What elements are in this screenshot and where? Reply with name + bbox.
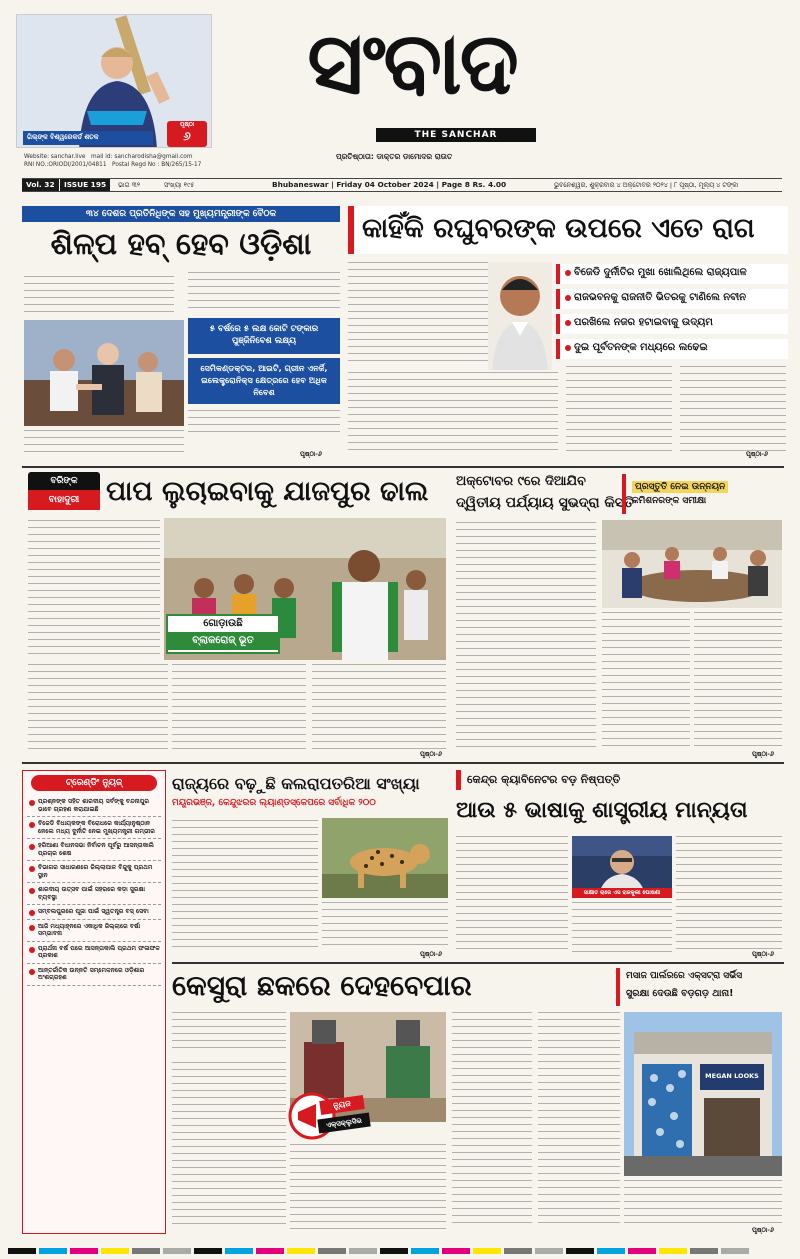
- odia-vol: ଭାଗ ୩୨: [118, 181, 141, 189]
- trending-item[interactable]: ପ୍ରାର୍ଥନା ବର୍ଷ ପରେ ଆସନ୍ତାକାଲି ପ୍ରଥମ ଫଳାଫଳ ପ୍ରକାଶ: [27, 942, 161, 964]
- story6-body-col3: [676, 836, 782, 956]
- story3-body-col1: [28, 520, 160, 660]
- story1-body-top: [24, 276, 174, 318]
- story7-body-col1b: [172, 1062, 286, 1234]
- story7-body-col3: [452, 1012, 532, 1234]
- trending-title[interactable]: ଟ୍ରେଣ୍ଡିଂ ନ୍ୟୁଜ୍: [31, 775, 157, 791]
- story7-headline[interactable]: କେସୁରା ଛକରେ ଦେହବେପାର: [172, 969, 472, 1002]
- trending-item[interactable]: ଆଜି ମଧ୍ୟାହ୍ନରେ ଏକାଧିକ ଜିଲ୍ଲାରେ ବର୍ଷା ସମ୍ଭାବନା: [27, 920, 161, 942]
- trending-panel: [22, 770, 166, 1234]
- story3-body-bottom-2: [172, 664, 306, 756]
- story1-cont[interactable]: ପୃଷ୍ଠା-୬: [300, 450, 322, 458]
- exclusive-badge-1: ନ୍ୟୁଜ: [319, 1095, 365, 1115]
- story2-body-col3: [566, 366, 672, 458]
- trending-list: [23, 795, 165, 986]
- story4-body-col3: [694, 612, 782, 756]
- raghubar-portrait: [488, 262, 552, 370]
- story3-headline[interactable]: ପାପ ଲୁଚାଇବାକୁ ଯାଜପୁର ଢାଲ: [106, 476, 429, 507]
- exclusive-badge-2: ଏକ୍ସକ୍ଲୁସିଭ: [317, 1112, 370, 1133]
- story7-body-col2: [290, 1144, 446, 1234]
- section-divider-2: [22, 762, 784, 764]
- story3-body-bottom-1: [28, 664, 168, 756]
- section-divider-1: [22, 466, 784, 468]
- trending-item[interactable]: ଶାରଦୀୟ ଉତ୍ସବ ପାଇଁ ସହରରେ କଡ଼ା ସୁରକ୍ଷା ବ୍ୟବସ୍ଥା: [27, 883, 161, 905]
- story4-headline[interactable]: [456, 472, 634, 516]
- story4-side-1: ପ୍ରସ୍ତୁତି ନେଇ ଉନ୍ନୟନ: [632, 481, 728, 493]
- parlour-building-photo: [624, 1012, 782, 1176]
- website-text: Website: sanchar.live: [24, 154, 86, 160]
- story3-photo-caption-2: ବ୍ଲାକରୋଜ୍ ଭୂତ: [168, 632, 278, 650]
- story7-side: [616, 968, 784, 1006]
- email-text: mail id: sancharodisha@gmail.com: [91, 154, 193, 160]
- story5-subhead: ମୟୂରଭଞ୍ଜ, କେନ୍ଦୁଝରର ଲ୍ୟାଣ୍ଡସ୍କେପରେ ସର୍ବାଧିକ ୨୦୦: [172, 798, 376, 808]
- teaser-caption: ଗିଲ୍ଙ୍କ ବିଶ୍ୱରେକର୍ଡ ଶତକ: [23, 131, 153, 145]
- story4-side: [622, 474, 780, 514]
- logo-subtitle: THE SANCHAR: [376, 128, 536, 142]
- section-divider-3: [172, 962, 784, 964]
- story1-body-bottom: [24, 430, 184, 458]
- story1-body-left: [188, 272, 340, 316]
- story3-photo-caption-1: ଗୋଡ଼ାଉଛି: [203, 618, 243, 629]
- story4-meeting-photo: [602, 520, 782, 608]
- story4-side-2: କମିଶନରଙ୍କ ସମୀକ୍ଷା: [632, 496, 707, 506]
- story1-box2: ସେମିକଣ୍ଡକ୍ଟର, ଆଇଟି, ଗ୍ରୀନ ଏନର୍ଜି, ଇଲେକ୍ଟ୍ରୋନିକ୍ସ କ୍ଷେତ୍ରରେ ହେବ ଅଧିକ ନିବେଶ: [188, 358, 340, 404]
- story5-body-col1: [172, 820, 318, 954]
- story7-body-col4: [538, 1012, 620, 1234]
- color-registration-strip: [8, 1242, 792, 1254]
- odia-issue: ସଂଖ୍ୟା ୧୯୫: [164, 181, 195, 189]
- teaser-page-number: ୬: [183, 129, 191, 143]
- postal-text: Postal Regd No : BN/265/15-17: [112, 162, 202, 168]
- teaser-page-badge[interactable]: [167, 121, 207, 147]
- trending-item[interactable]: ଆନ୍ତର୍ଜାତିକ ଉନ୍ନତି ସମ୍ମେଳନରେ ଓଡ଼ିଶାର ଅଂଶଗ୍ରହଣ: [27, 964, 161, 986]
- teaser-box[interactable]: [16, 14, 212, 148]
- story7-side-1: ମସାଜ ପାର୍ଲରରେ ଏକ୍ସଟ୍ରା ସର୍ଭିସ: [626, 971, 743, 981]
- masthead-logo[interactable]: [262, 8, 562, 128]
- dateline-odia-right: ଭୁବନେଶ୍ୱର, ଶୁକ୍ରବାର ୪ ଅକ୍ଟୋବର ୨୦୨୪ | ୮ ପୃଷ୍ଠା, ମୂଲ୍ୟ ୪ ଟଙ୍କା: [554, 181, 739, 189]
- rni-text: RNI NO.:ORIODI/2001/04811: [24, 162, 107, 168]
- story4-body-col2: [602, 612, 690, 756]
- story2-headline: କାହିଁକି ରଘୁବରଙ୍କ ଉପରେ ଏତେ ରାଗ: [362, 213, 755, 244]
- dateline-bar: [22, 178, 782, 192]
- issue-box: ISSUE 195: [60, 179, 110, 191]
- story3-tag-top: ବରିଙ୍କ: [28, 472, 100, 490]
- story5-headline[interactable]: ରାଜ୍ୟରେ ବଢ଼ୁଛି କଲରାପତରିଆ ସଂଖ୍ୟା: [172, 774, 420, 793]
- trending-item[interactable]: ସମ୍ବଲପୁରରେ ପୂଜା ପାଇଁ ସ୍ୱତନ୍ତ୍ର ବସ୍ ସେବା: [27, 905, 161, 920]
- story6-body-col2: [572, 902, 672, 956]
- story6-body-col1: [456, 836, 568, 956]
- story3-photo: [164, 518, 446, 660]
- story1-kicker[interactable]: ୩୪ ଦେଶର ପ୍ରତିନିଧିଙ୍କ ସହ ମୁଖ୍ୟମନ୍ତ୍ରୀଙ୍କ ବୈଠକ: [22, 206, 340, 222]
- story6-kicker: କେନ୍ଦ୍ର କ୍ୟାବିନେଟର ବଡ଼ ନିଷ୍ପତ୍ତି: [456, 770, 784, 790]
- story1-headline[interactable]: ଶିଳ୍ପ ହବ୍ ହେବ ଓଡ଼ିଶା: [50, 227, 312, 262]
- story3-tag: [28, 472, 100, 512]
- story1-box1: ୫ ବର୍ଷରେ ୫ ଲକ୍ଷ କୋଟି ଟଙ୍କାର ପୁଞ୍ଜିନିବେଶ ଲକ୍ଷ୍ୟ: [188, 318, 340, 354]
- story4-headline-2: ଦ୍ୱିତୀୟ ପର୍ଯ୍ୟାୟ ସୁଭଦ୍ରା କିସ୍ତି: [456, 495, 634, 511]
- story5-cont[interactable]: ପୃଷ୍ଠା-୬: [420, 950, 442, 958]
- story3-cont[interactable]: ପୃଷ୍ଠା-୬: [420, 750, 442, 758]
- trending-item[interactable]: ହରିଆଣା ବିଧାନସଭା ନିର୍ବାଚନ ପୂର୍ବରୁ ଆସନ୍ତାକାଲି ପ୍ରଚାର ଶେଷ: [27, 839, 161, 861]
- story4-cont[interactable]: ପୃଷ୍ଠା-୬: [752, 750, 774, 758]
- story3-photo-caption: [166, 614, 280, 654]
- publication-info: [24, 153, 324, 169]
- story3-body-bottom-3: [312, 664, 446, 756]
- story4-body-col1: [456, 522, 596, 756]
- vol-box: Vol. 32: [22, 179, 59, 191]
- trending-item[interactable]: ବିଭାଗର ସାଧାରଣରେ ଜିଲ୍ଲାପାଳ ବିନ୍ଦୁକୁ ପ୍ରଥମ ସ୍ଥାନ: [27, 861, 161, 883]
- story2-bullet-3: ଦୁଇ ପୂର୍ବତନଙ୍କ ମଧ୍ୟରେ ଲଢେଇ: [556, 339, 788, 359]
- story2-bullet-0: ବିଜେଡି ଦୁର୍ନୀତିର ମୁଖା ଖୋଲିଥିଲେ ରାଜ୍ୟପାଳ: [556, 264, 788, 284]
- story1-body-col2: [188, 410, 340, 438]
- dateline-center: Bhubaneswar | Friday 04 October 2024 | Page 8 Rs. 4.00: [272, 180, 507, 189]
- story6-photo-caption: ସାକ୍ଷାତ ରାଜେ ଏସ ରାଜକୁଲୀ ଘୋଷଣା: [572, 888, 672, 898]
- story5-body-col2: [322, 902, 448, 954]
- parlour-sign: MEGAN LOOKS: [705, 1072, 759, 1080]
- story7-side-2: ସୁରକ୍ଷା ଦେଉଛି ବଡ଼ଗଡ଼ ଥାନା!: [626, 988, 734, 999]
- founder-line: ପ୍ରତିଷ୍ଠାତା: ଡାକ୍ତର ଡାମୋଦର ରାଉତ: [336, 152, 453, 161]
- trending-item[interactable]: ପ୍ରଶ୍ନଙ୍କ ସହିତ ଶାରଦୀୟ ସର୍ବଙ୍କୁ ବନ୍ଦନାପୁର ଭାବେ ଗ୍ରହଣ କରାଯାଇଛି: [27, 795, 161, 817]
- story6-photo: [572, 836, 672, 898]
- leopard-photo: [322, 818, 448, 898]
- story2-body-col2: [348, 372, 558, 458]
- story2-bullet-2: ପରଖିଲେ ନଜର ହଟାଇବାକୁ ଉଦ୍ୟମ: [556, 314, 788, 334]
- story7-body-col1: [172, 1012, 286, 1058]
- story1-photo: [24, 320, 184, 426]
- trending-item[interactable]: ବିଜେଡି ବିଧାୟକଙ୍କ ବିରୋଧରେ କାର୍ଯ୍ୟାନୁଷ୍ଠାନ ନେଲେ ମଧ୍ୟ ଦୁର୍ନୀତି ନେଇ ମୁଖ୍ୟମନ୍ତ୍ରୀ ଗମ୍ଭୀର: [27, 817, 161, 839]
- story2-headline-bar[interactable]: [348, 206, 788, 254]
- teaser-page-label: ପୃଷ୍ଠା: [179, 121, 195, 128]
- story3-tag-bottom: ବାହାଦୁରୀ: [28, 490, 100, 510]
- story2-body-col4: [680, 366, 786, 458]
- story6-headline[interactable]: ଆଉ ୫ ଭାଷାକୁ ଶାସ୍ତ୍ରୀୟ ମାନ୍ୟତା: [456, 798, 748, 823]
- story2-body-col1: [348, 262, 490, 368]
- exclusive-badge: [286, 1086, 370, 1140]
- story7-cont[interactable]: ପୃଷ୍ଠା-୬: [752, 1226, 774, 1234]
- story4-headline-1: ଅକ୍ଟୋବର ୯ରେ ଦିଆଯିବ: [456, 474, 586, 489]
- story6-cont[interactable]: ପୃଷ୍ଠା-୬: [752, 950, 774, 958]
- story2-bullet-1: ରାଜଭବନକୁ ରାଜନୀତି ଭିତରକୁ ଟାଣିଲେ ନବୀନ: [556, 289, 788, 309]
- story2-cont[interactable]: ପୃଷ୍ଠା-୬: [746, 450, 768, 458]
- logo-text: ସଂବାଦ: [307, 13, 517, 114]
